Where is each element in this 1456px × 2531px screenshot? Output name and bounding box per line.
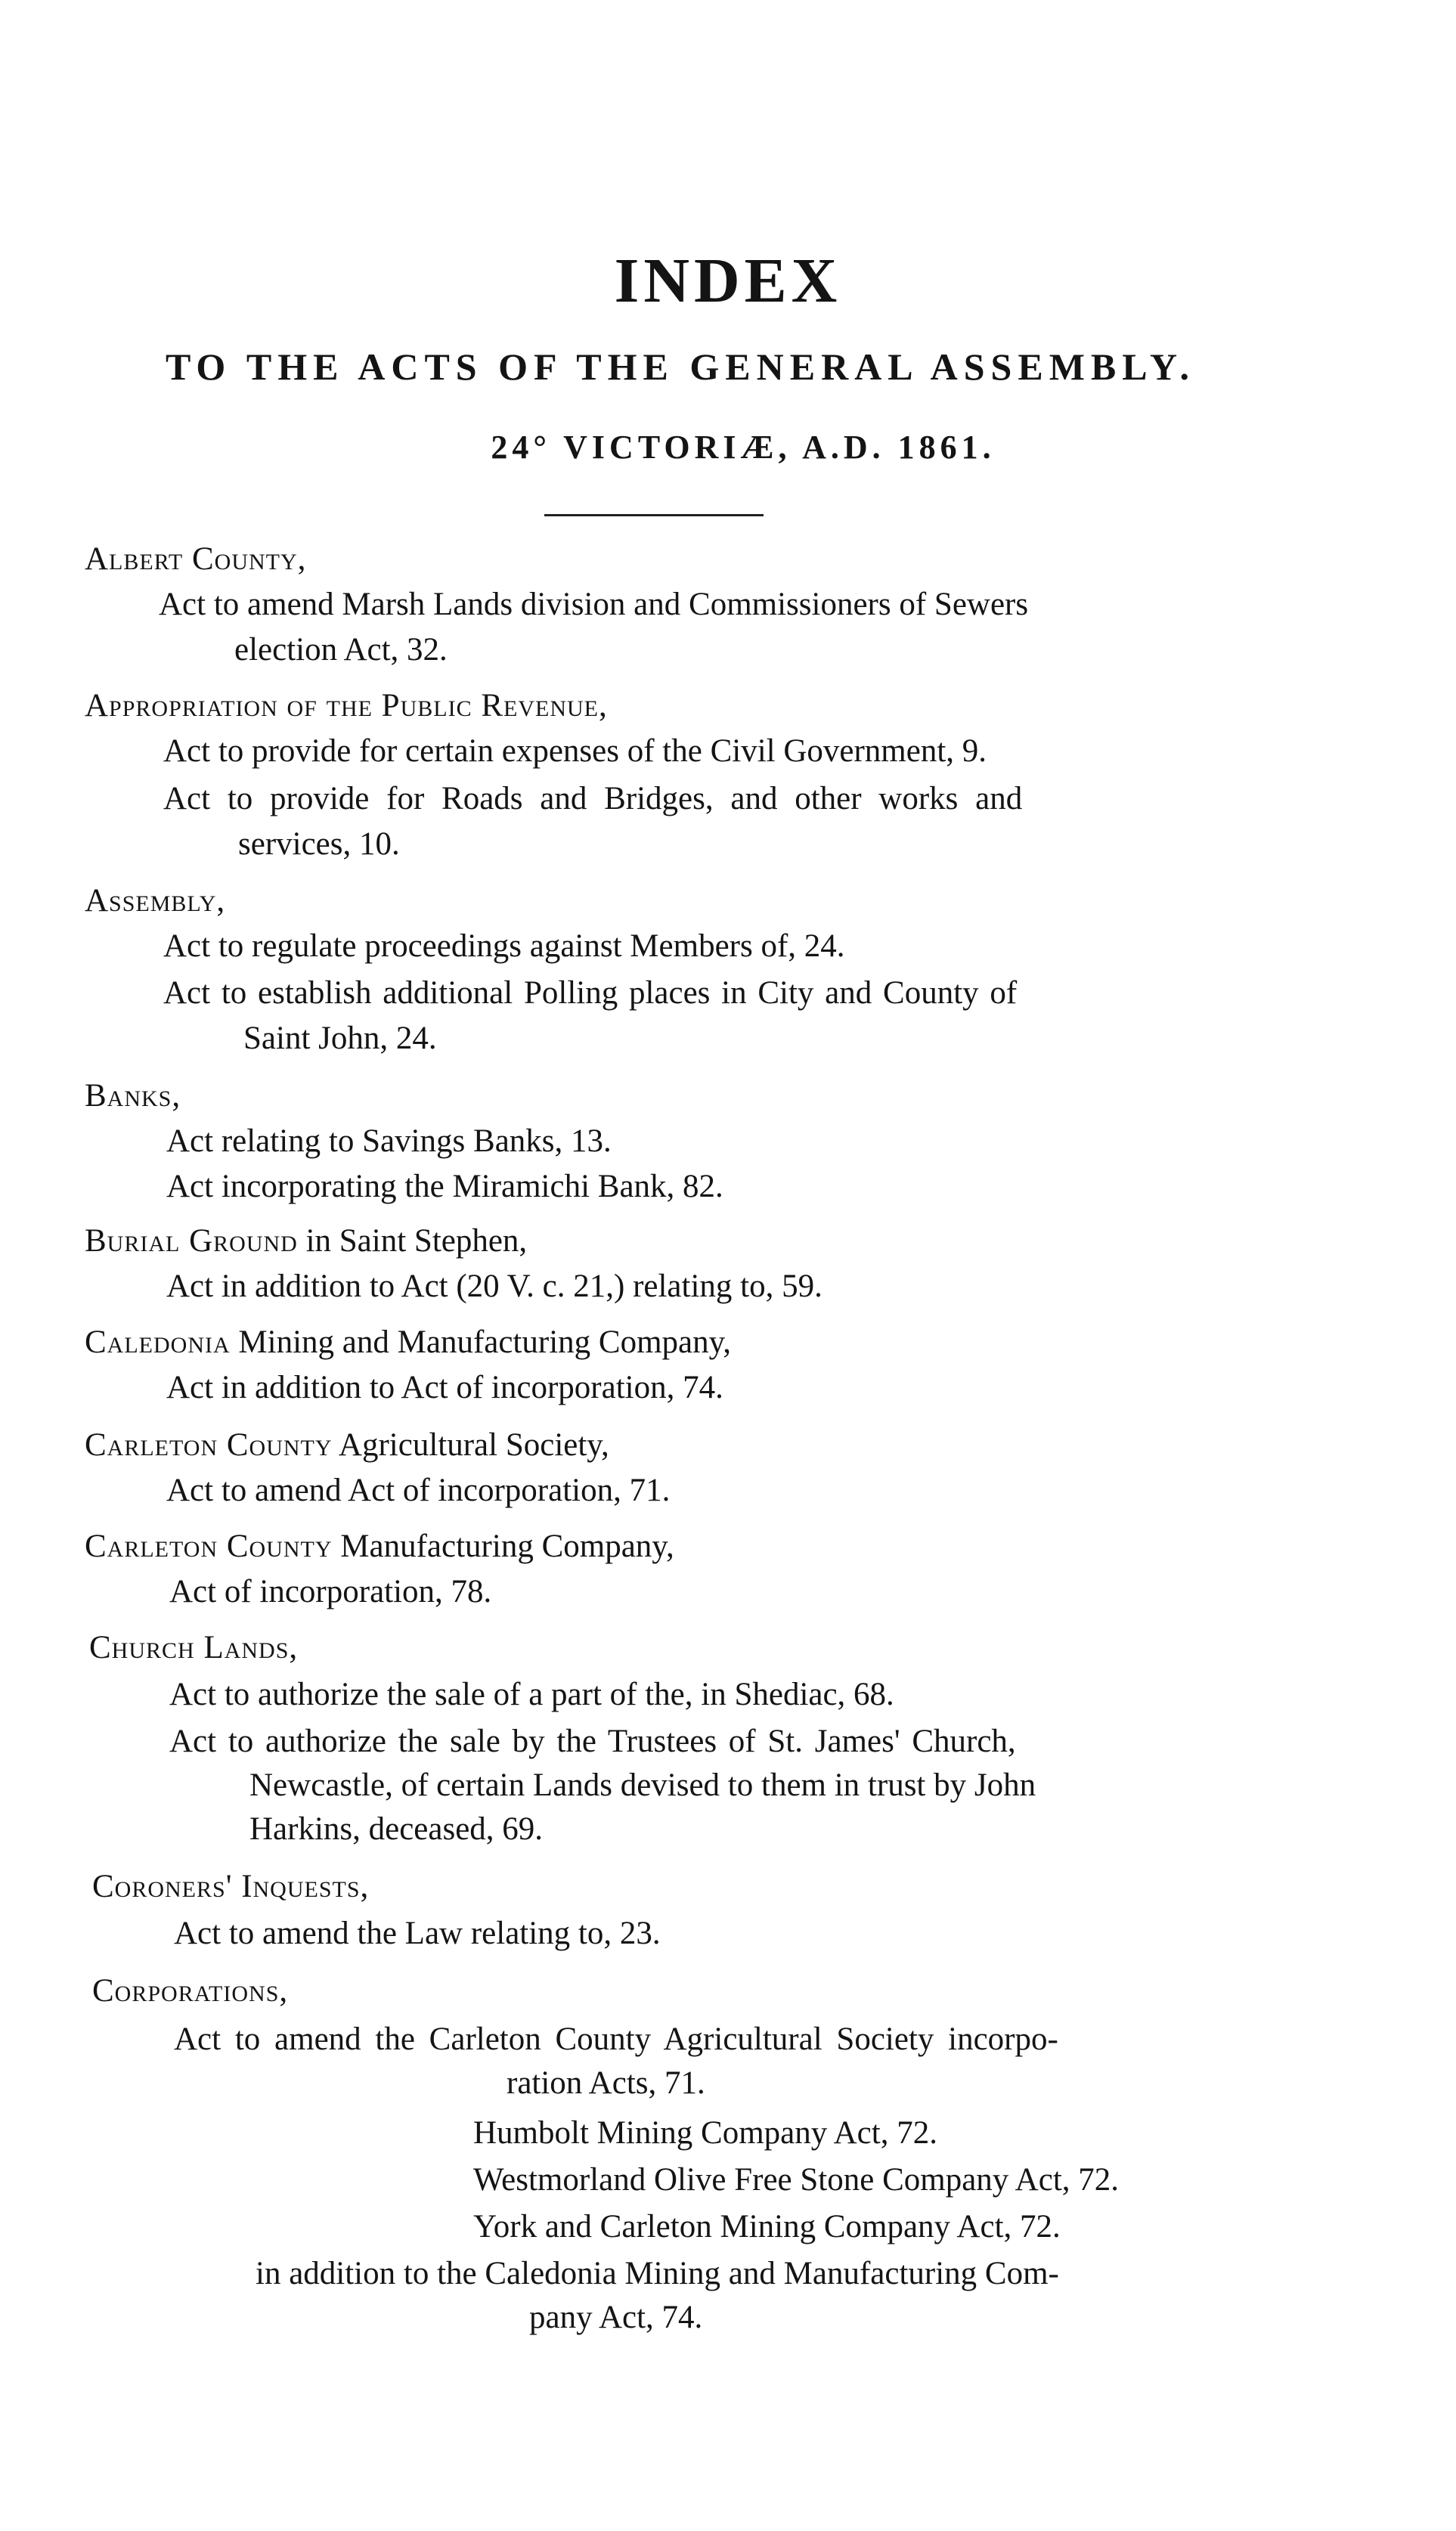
entry-line: Westmorland Olive Free Stone Company Act, 72.	[473, 2162, 1120, 2198]
entry-line: in addition to the Caledonia Mining and Manufacturing Com-	[256, 2256, 1059, 2291]
entry-line: Act to amend Marsh Lands division and Commissioners of Sewers	[159, 587, 1029, 622]
entry-line: Act to authorize the sale by the Trustees of St. James' Church,	[169, 1724, 1016, 1759]
entry-line: election Act, 32.	[234, 632, 448, 668]
entry-heading: Coroners' Inquests,	[92, 1869, 370, 1904]
entry-line: Act incorporating the Miramichi Bank, 82.	[166, 1169, 723, 1204]
entry-line: Act to amend the Carleton County Agricultural Society incorpo-	[174, 2021, 1058, 2057]
entry-heading: Banks,	[85, 1078, 181, 1114]
entry-line: Act to authorize the sale of a part of the, in Shediac, 68.	[169, 1677, 894, 1712]
entry-line: services, 10.	[238, 826, 400, 862]
entry-line: Humbolt Mining Company Act, 72.	[473, 2115, 937, 2151]
session-line: 24° VICTORIÆ, A.D. 1861.	[491, 429, 996, 466]
page-title: INDEX	[614, 246, 842, 316]
entry-heading: Carleton County Agricultural Society,	[85, 1427, 609, 1463]
entry-line: ration Acts, 71.	[507, 2065, 705, 2101]
entry-line: Harkins, deceased, 69.	[249, 1811, 544, 1847]
entry-heading: Burial Ground in Saint Stephen,	[85, 1223, 528, 1259]
entry-line: Act to amend the Law relating to, 23.	[174, 1916, 661, 1951]
entry-line: Act to provide for certain expenses of the Civil Government, 9.	[163, 733, 987, 769]
entry-line: Saint John, 24.	[243, 1021, 437, 1056]
entry-line: Act to provide for Roads and Bridges, and other works and	[163, 781, 1023, 816]
entry-heading: Appropriation of the Public Revenue,	[85, 688, 608, 723]
entry-heading: Albert County,	[85, 541, 307, 577]
entry-line: Act in addition to Act (20 V. c. 21,) relating to, 59.	[166, 1269, 822, 1304]
entry-heading: Church Lands,	[89, 1630, 299, 1665]
entry-heading: Caledonia Mining and Manufacturing Company,	[85, 1324, 732, 1360]
entry-line: Act to amend Act of incorporation, 71.	[166, 1473, 671, 1508]
entry-heading: Carleton County Manufacturing Company,	[85, 1529, 674, 1564]
entry-line: Act of incorporation, 78.	[169, 1574, 492, 1609]
entry-line: York and Carleton Mining Company Act, 72.	[473, 2209, 1061, 2244]
entry-line: Act relating to Savings Banks, 13.	[166, 1123, 612, 1159]
entry-line: Newcastle, of certain Lands devised to them in trust by John	[249, 1767, 1036, 1803]
entry-line: Act to regulate proceedings against Members of, 24.	[163, 928, 845, 964]
entry-line: Act to establish additional Polling places in City and County of	[163, 975, 1018, 1011]
entry-heading: Corporations,	[92, 1973, 289, 2009]
entry-line: pany Act, 74.	[529, 2300, 703, 2335]
entry-line: Act in addition to Act of incorporation, 74.	[166, 1370, 723, 1405]
entry-heading: Assembly,	[85, 883, 226, 919]
page-subtitle: TO THE ACTS OF THE GENERAL ASSEMBLY.	[165, 345, 1196, 388]
